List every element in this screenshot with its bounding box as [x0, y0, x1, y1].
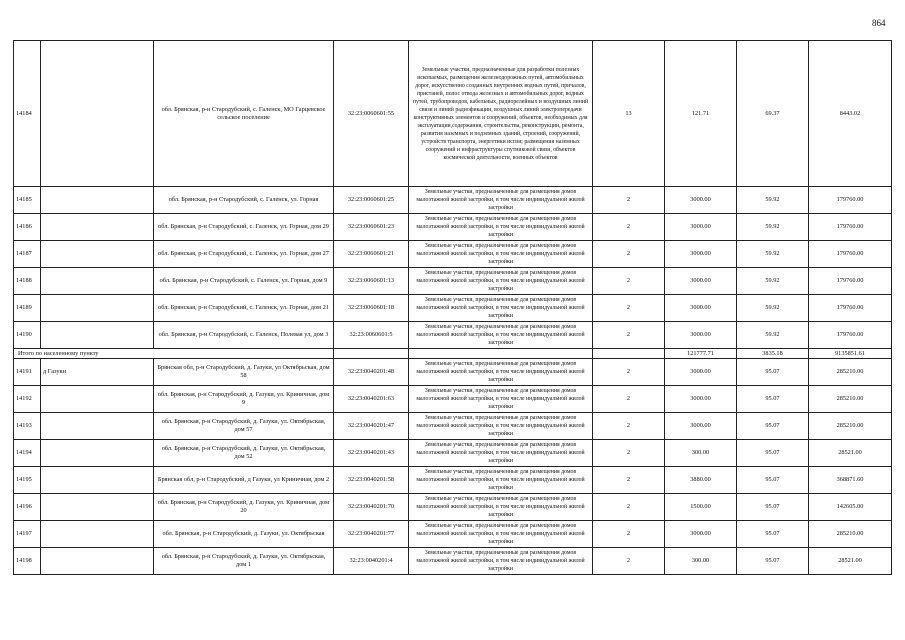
- table-row: [14, 359, 892, 386]
- row-group: 2: [593, 467, 665, 494]
- row-land-purpose: Земельные участки, предназначенные для размещения домов малоэтажной жилой застройки, в том числе индивидуальной жилой застройки: [409, 521, 593, 548]
- row-cadastral-value: 28521.00: [809, 440, 892, 467]
- row-cadastral-value: 179760.00: [809, 241, 892, 268]
- row-id: 14184: [14, 41, 41, 187]
- row-address: обл. Брянская, р-н Стародубский, д. Газуки, ул. Октябрьская, дом 57: [154, 413, 334, 440]
- row-id: 14189: [14, 295, 41, 322]
- table-row: [14, 295, 892, 322]
- table-row: [14, 322, 892, 349]
- row-rate: 69.37: [737, 41, 809, 187]
- row-id: 14192: [14, 386, 41, 413]
- row-address: обл. Брянская, р-н Стародубский, д. Газуки, ул. Криничная, дом 20: [154, 494, 334, 521]
- row-area: 3000.00: [665, 241, 737, 268]
- row-area: 3000.00: [665, 214, 737, 241]
- table-row: [14, 241, 892, 268]
- row-group: 2: [593, 494, 665, 521]
- row-land-purpose: Земельные участки, предназначенные для разработки полезных ископаемых, размещения железнодорожных путей, автомобильных дорог, искусственно созданных внутренних водных путей, причалов, пристаней, полос отвода железных и автомобильных дорог, водных путей, трубопроводов, кабельных, радиорелейных и воздушных линий связи и линий радиофикации, воздушных линий электропередачи конструктивных элементов и сооружений, объектов, необходимых для эксплуатации,содержания, строительства, реконструкции, ремонта, развития наземных и подземных зданий, строений, сооружений, устройств транспорта, энергетики испзи; размещения наземных сооружений и инфраструктуры спутниковой связи, объектов космической деятельности, военных объектов: [409, 41, 593, 187]
- row-rate: 95.07: [737, 494, 809, 521]
- row-address: обл. Брянская, р-н Стародубский, д. Газуки, ул. Октябрьская, дом 1: [154, 548, 334, 575]
- row-group: 2: [593, 440, 665, 467]
- row-group: 2: [593, 295, 665, 322]
- row-address: обл. Брянская, р-н Стародубский, с. Галенск, ул. Горная, дом 27: [154, 241, 334, 268]
- row-area: 3000.00: [665, 322, 737, 349]
- row-locality: [41, 413, 154, 440]
- row-land-purpose: Земельные участки, предназначенные для размещения домов малоэтажной жилой застройки, в том числе индивидуальной жилой застройки: [409, 322, 593, 349]
- row-address: Брянская обл, р-н Стародубский, д. Газуки, ул Октябрьская, дом 58: [154, 359, 334, 386]
- row-cadastral-value: 285210.00: [809, 359, 892, 386]
- table-row: [14, 386, 892, 413]
- row-rate: 59.92: [737, 295, 809, 322]
- row-address: обл. Брянская, р-н Стародубский, с. Галенск, ул. Горная, дом 29: [154, 214, 334, 241]
- row-group: 2: [593, 187, 665, 214]
- row-id: 14195: [14, 467, 41, 494]
- subtotal-blank-purpose: [409, 349, 593, 359]
- row-group: 2: [593, 386, 665, 413]
- row-locality: [41, 268, 154, 295]
- row-group: 2: [593, 359, 665, 386]
- row-rate: 95.07: [737, 386, 809, 413]
- row-cadastral-number: 32:23:0060601:18: [334, 295, 409, 322]
- row-land-purpose: Земельные участки, предназначенные для размещения домов малоэтажной жилой застройки, в том числе индивидуальной жилой застройки: [409, 241, 593, 268]
- row-id: 14190: [14, 322, 41, 349]
- row-cadastral-number: 32:23:0040201:43: [334, 440, 409, 467]
- row-cadastral-value: 179760.00: [809, 295, 892, 322]
- row-group: 2: [593, 413, 665, 440]
- subtotal-area: 121777.71: [665, 349, 737, 359]
- row-area: 3000.00: [665, 268, 737, 295]
- row-address: обл. Брянская, р-н Стародубский, с. Галенск, ул. Горная, дом 21: [154, 295, 334, 322]
- row-land-purpose: Земельные участки, предназначенные для размещения домов малоэтажной жилой застройки, в том числе индивидуальной жилой застройки: [409, 214, 593, 241]
- row-rate: 95.07: [737, 467, 809, 494]
- row-cadastral-number: 32:23:0060601:23: [334, 214, 409, 241]
- row-area: 300.00: [665, 548, 737, 575]
- row-locality: д Газукн: [41, 359, 154, 386]
- row-cadastral-number: 32:23:0040201:58: [334, 467, 409, 494]
- row-cadastral-number: 32:23:0040201:63: [334, 386, 409, 413]
- row-cadastral-number: 32:23:0060601:5: [334, 322, 409, 349]
- row-id: 14188: [14, 268, 41, 295]
- row-address: обл. Брянская, р-н Стародубский, с. Галенск, ул. Горная: [154, 187, 334, 214]
- row-land-purpose: Земельные участки, предназначенные для размещения домов малоэтажной жилой застройки, в том числе индивидуальной жилой застройки: [409, 413, 593, 440]
- row-land-purpose: Земельные участки, предназначенные для размещения домов малоэтажной жилой застройки, в том числе индивидуальной жилой застройки: [409, 268, 593, 295]
- row-cadastral-value: 285210.00: [809, 386, 892, 413]
- row-id: 14191: [14, 359, 41, 386]
- table-row: [14, 41, 892, 187]
- row-group: 2: [593, 548, 665, 575]
- subtotal-value: 9135851.61: [809, 349, 892, 359]
- subtotal-label: Итого по населенному пункту: [14, 349, 334, 359]
- row-area: 3000.00: [665, 359, 737, 386]
- subtotal-blank-group: [593, 349, 665, 359]
- row-locality: [41, 241, 154, 268]
- row-id: 14196: [14, 494, 41, 521]
- row-locality: [41, 494, 154, 521]
- row-group: 2: [593, 214, 665, 241]
- row-address: обл. Брянская, р-н Стародубский, д. Газуки, ул. Октябрьская: [154, 521, 334, 548]
- page-number: 864: [872, 18, 886, 28]
- row-rate: 59.92: [737, 322, 809, 349]
- table-row: [14, 467, 892, 494]
- row-rate: 59.92: [737, 187, 809, 214]
- row-area: 3000.00: [665, 521, 737, 548]
- row-id: 14198: [14, 548, 41, 575]
- row-cadastral-number: 32:23:0040201:70: [334, 494, 409, 521]
- row-id: 14186: [14, 214, 41, 241]
- subtotal-rate: 3835.18: [737, 349, 809, 359]
- row-cadastral-value: 368871.60: [809, 467, 892, 494]
- row-land-purpose: Земельные участки, предназначенные для размещения домов малоэтажной жилой застройки, в том числе индивидуальной жилой застройки: [409, 494, 593, 521]
- row-cadastral-value: 285210.00: [809, 413, 892, 440]
- row-rate: 59.92: [737, 241, 809, 268]
- table-row: [14, 494, 892, 521]
- row-rate: 95.07: [737, 440, 809, 467]
- table-row: [14, 521, 892, 548]
- row-area: 121.71: [665, 41, 737, 187]
- table-row: [14, 214, 892, 241]
- row-cadastral-number: 32:23:0040201:77: [334, 521, 409, 548]
- row-address: обл. Брянская, р-н Стародубский, д. Газуки, ул. Криничная, дом 9: [154, 386, 334, 413]
- row-rate: 95.07: [737, 359, 809, 386]
- row-land-purpose: Земельные участки, предназначенные для размещения домов малоэтажной жилой застройки, в том числе индивидуальной жилой застройки: [409, 359, 593, 386]
- subtotal-blank-cadastral: [334, 349, 409, 359]
- row-rate: 95.07: [737, 413, 809, 440]
- row-group: 2: [593, 268, 665, 295]
- table-row: [14, 440, 892, 467]
- row-cadastral-value: 285210.00: [809, 521, 892, 548]
- row-locality: [41, 214, 154, 241]
- row-group: 13: [593, 41, 665, 187]
- row-id: 14194: [14, 440, 41, 467]
- row-locality: [41, 521, 154, 548]
- row-rate: 95.07: [737, 548, 809, 575]
- row-cadastral-number: 32:23:0060601:13: [334, 268, 409, 295]
- row-group: 2: [593, 521, 665, 548]
- row-area: 300.00: [665, 440, 737, 467]
- row-cadastral-value: 179760.00: [809, 268, 892, 295]
- row-rate: 95.07: [737, 521, 809, 548]
- row-locality: [41, 41, 154, 187]
- table-row: [14, 268, 892, 295]
- row-cadastral-number: 32:23:0040201:48: [334, 359, 409, 386]
- row-cadastral-number: 32:23:0060601:21: [334, 241, 409, 268]
- row-area: 3000.00: [665, 386, 737, 413]
- row-cadastral-number: 32:23:0060601:25: [334, 187, 409, 214]
- row-cadastral-value: 179760.00: [809, 187, 892, 214]
- row-address: обл. Брянская, р-н Стародубский, с. Галенск, МО Гарцевское сельское поселение: [154, 41, 334, 187]
- row-cadastral-value: 179760.00: [809, 322, 892, 349]
- row-cadastral-number: 32:23:0060601:55: [334, 41, 409, 187]
- row-cadastral-value: 142605.00: [809, 494, 892, 521]
- table-row: [14, 548, 892, 575]
- row-address: обл. Брянская, р-н Стародубский, с. Галенск, Полевая ул, дом 3: [154, 322, 334, 349]
- cadastral-value-table: [13, 40, 892, 575]
- row-locality: [41, 322, 154, 349]
- row-locality: [41, 295, 154, 322]
- row-locality: [41, 548, 154, 575]
- row-group: 2: [593, 322, 665, 349]
- row-area: 3000.00: [665, 295, 737, 322]
- row-land-purpose: Земельные участки, предназначенные для размещения домов малоэтажной жилой застройки, в том числе индивидуальной жилой застройки: [409, 440, 593, 467]
- row-rate: 59.92: [737, 268, 809, 295]
- table-row: [14, 413, 892, 440]
- row-id: 14193: [14, 413, 41, 440]
- row-group: 2: [593, 241, 665, 268]
- row-locality: [41, 187, 154, 214]
- row-land-purpose: Земельные участки, предназначенные для размещения домов малоэтажной жилой застройки, в том числе индивидуальной жилой застройки: [409, 467, 593, 494]
- row-area: 3000.00: [665, 413, 737, 440]
- row-cadastral-value: 179760.00: [809, 214, 892, 241]
- row-address: Брянская обл, р-н Стародубский, д Газуки, ул Криничная, дом 2: [154, 467, 334, 494]
- row-cadastral-value: 8443.02: [809, 41, 892, 187]
- row-cadastral-value: 28521.00: [809, 548, 892, 575]
- row-address: обл. Брянская, р-н Стародубский, с. Галенск, ул. Горная, дом 9: [154, 268, 334, 295]
- row-id: 14187: [14, 241, 41, 268]
- subtotal-row: [14, 349, 892, 359]
- row-cadastral-number: 32:23:0040201:4: [334, 548, 409, 575]
- row-area: 1500.00: [665, 494, 737, 521]
- row-rate: 59.92: [737, 214, 809, 241]
- row-locality: [41, 440, 154, 467]
- table-row: [14, 187, 892, 214]
- row-id: 14185: [14, 187, 41, 214]
- row-address: обл. Брянская, р-н Стародубский, д. Газуки, ул. Октябрьская, дом 52: [154, 440, 334, 467]
- row-locality: [41, 386, 154, 413]
- row-area: 3880.00: [665, 467, 737, 494]
- row-land-purpose: Земельные участки, предназначенные для размещения домов малоэтажной жилой застройки, в том числе индивидуальной жилой застройки: [409, 295, 593, 322]
- row-land-purpose: Земельные участки, предназначенные для размещения домов малоэтажной жилой застройки, в том числе индивидуальной жилой застройки: [409, 386, 593, 413]
- row-cadastral-number: 32:23:0040201:47: [334, 413, 409, 440]
- row-id: 14197: [14, 521, 41, 548]
- row-land-purpose: Земельные участки, предназначенные для размещения домов малоэтажной жилой застройки, в том числе индивидуальной жилой застройки: [409, 548, 593, 575]
- row-locality: [41, 467, 154, 494]
- row-land-purpose: Земельные участки, предназначенные для размещения домов малоэтажной жилой застройки, в том числе индивидуальной жилой застройки: [409, 187, 593, 214]
- row-area: 3000.00: [665, 187, 737, 214]
